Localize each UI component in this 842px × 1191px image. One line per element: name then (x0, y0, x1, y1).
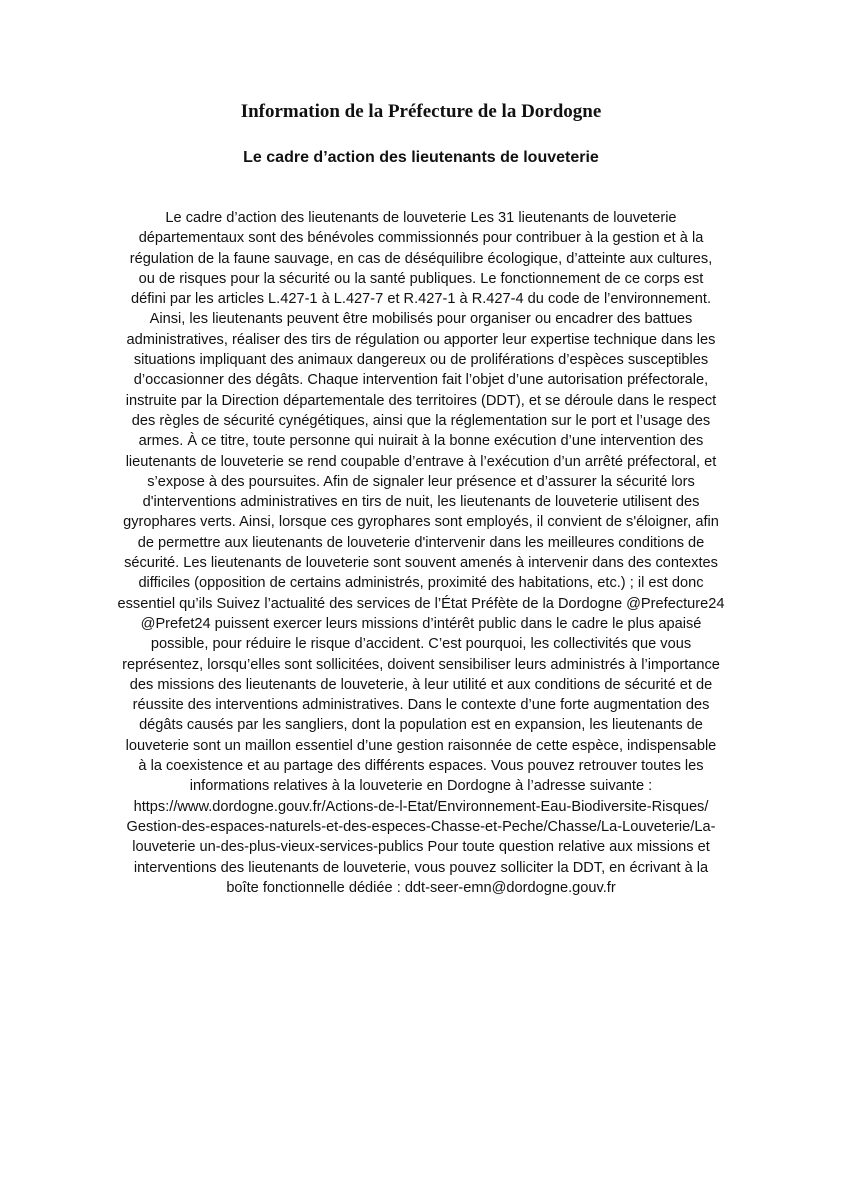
body-line: @Prefet24 puissent exercer leurs missions d’intérêt public dans le cadre le plus apaisé (140, 615, 702, 632)
body-line: à la coexistence et au partage des différents espaces. Vous pouvez retrouver toutes les (138, 758, 704, 775)
body-line: boîte fonctionnelle dédiée : ddt-seer-emn@dordogne.gouv.fr (226, 879, 616, 896)
body-line: régulation de la faune sauvage, en cas de déséquilibre écologique, d’atteinte aux cultures, (129, 250, 713, 267)
body-line: défini par les articles L.427-1 à L.427-7 et R.427-1 à R.427-4 du code de l’environnement. (130, 291, 712, 308)
body-line: gyrophares verts. Ainsi, lorsque ces gyrophares sont employés, il convient de s'éloigner, afin (123, 514, 719, 531)
body-line: Gestion-des-espaces-naturels-et-des-especes-Chasse-et-Peche/Chasse/La-Louveterie/La- (126, 818, 716, 835)
body-line: ou de risques pour la sécurité ou la santé publiques. Le fonctionnement de ce corps est (138, 270, 704, 287)
body-line: dégâts causés par les sangliers, dont la population est en expansion, les lieutenants de (139, 717, 703, 734)
body-line: des règles de sécurité cynégétiques, ainsi que la réglementation sur le port et l’usage des (131, 412, 711, 429)
body-line: louveterie un-des-plus-vieux-services-publics Pour toute question relative aux missions et (132, 839, 710, 856)
body-line: possible, pour réduire le risque d’accident. C’est pourquoi, les collectivités que vous (150, 636, 692, 653)
body-line: des missions des lieutenants de louveterie, à leur utilité et aux conditions de sécurité et de (129, 676, 713, 693)
body-line: sécurité. Les lieutenants de louveterie sont souvent amenés à intervenir dans des contextes (124, 555, 718, 572)
body-line: départementaux sont des bénévoles commissionnés pour contribuer à la gestion et à la (138, 230, 704, 247)
body-line: administratives, réaliser des tirs de régulation ou apporter leur expertise technique dans les (126, 331, 716, 348)
body-line: réussite des interventions administratives. Dans le contexte d’une forte augmentation des (132, 697, 710, 714)
body-line: Ainsi, les lieutenants peuvent être mobilisés pour organiser ou encadrer des battues (149, 311, 693, 328)
body-paragraph (96, 208, 746, 898)
body-line: difficiles (opposition de certains administrés, proximité des habitations, etc.) ; il est donc (138, 575, 704, 592)
body-line: https://www.dordogne.gouv.fr/Actions-de-l-Etat/Environnement-Eau-Biodiversite-Risques/ (133, 798, 709, 815)
document-subtitle: Le cadre d’action des lieutenants de louveterie (243, 149, 599, 166)
body-line: interventions des lieutenants de louveterie, vous pouvez solliciter la DDT, en écrivant à la (133, 859, 709, 876)
body-line: d’occasionner des dégâts. Chaque intervention fait l’objet d’une autorisation préfectorale, (133, 372, 709, 389)
body-line: Le cadre d’action des lieutenants de louveterie Les 31 lieutenants de louveterie (165, 210, 677, 226)
body-line: louveterie sont un maillon essentiel d’une gestion raisonnée de cette espèce, indispensable (125, 737, 717, 754)
body-line: armes. À ce titre, toute personne qui nuirait à la bonne exécution d’une intervention des (138, 433, 704, 450)
body-line: informations relatives à la louveterie en Dordogne à l’adresse suivante : (189, 778, 653, 795)
body-line: de permettre aux lieutenants de louveterie d'intervenir dans les meilleures conditions de (137, 534, 705, 551)
body-line: d'interventions administratives en tirs de nuit, les lieutenants de louveterie utilisent des (142, 494, 700, 511)
body-line: s’expose à des poursuites. Afin de signaler leur présence et d’assurer la sécurité lors (147, 473, 695, 490)
body-line: situations impliquant des animaux dangereux ou de proliférations d’espèces susceptibles (133, 352, 709, 369)
document-title: Information de la Préfecture de la Dordogne (240, 101, 602, 122)
body-line: essentiel qu’ils Suivez l’actualité des services de l’État Préfète de la Dordogne @Prefecture24 (117, 595, 725, 612)
body-line: représentez, lorsqu’elles sont sollicitées, doivent sensibiliser leurs administrés à l’importance (122, 656, 720, 673)
body-line: instruite par la Direction départementale des territoires (DDT), et se déroule dans le respect (125, 392, 717, 409)
body-line: lieutenants de louveterie se rend coupable d’entrave à l’exécution d’un arrêté préfectoral, et (125, 453, 717, 470)
